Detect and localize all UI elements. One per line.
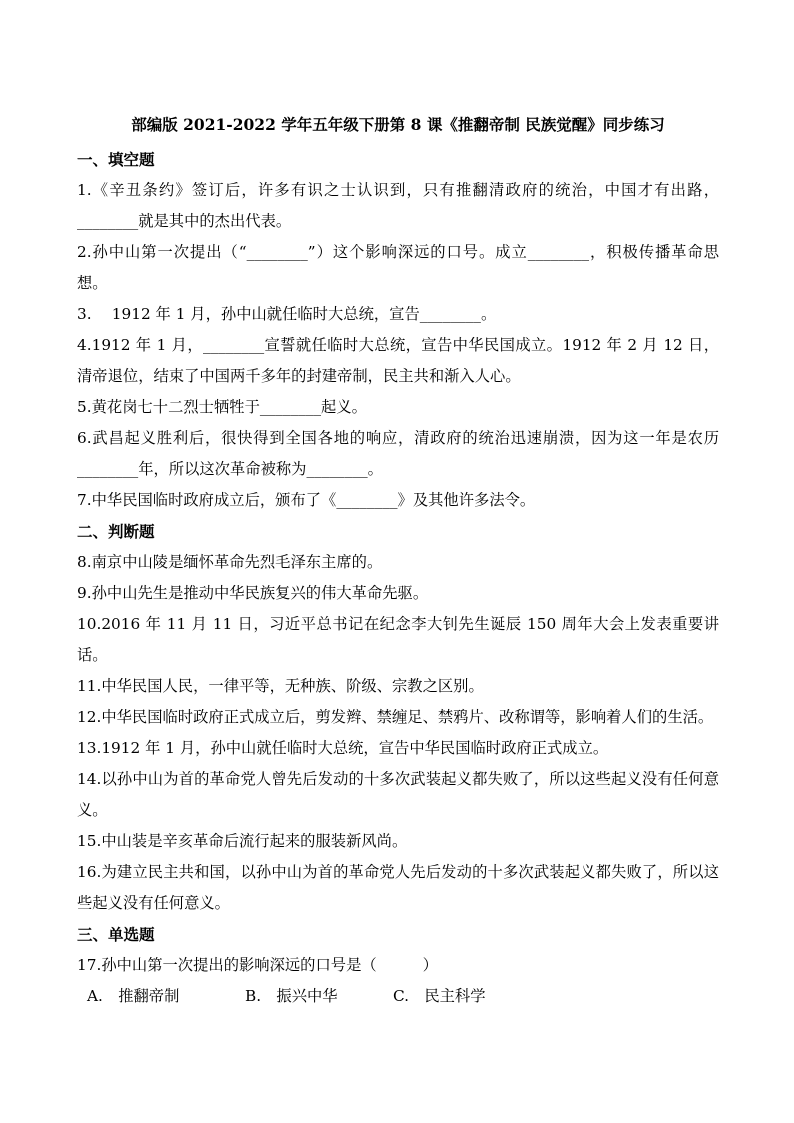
question-16: 16.为建立民主共和国，以孙中山为首的革命党人先后发动的十多次武装起义都失败了，所以这些起义没有任何意义。 (77, 863, 719, 912)
section-heading-single-choice: 三、单选题 (77, 925, 155, 944)
question-17-options (77, 981, 719, 1012)
question-13: 13.1912 年 1 月，孙中山就任临时大总统，宣告中华民国临时政府正式成立。 (77, 739, 609, 757)
question-2: 2.孙中山第一次提出（“________”）这个影响深远的口号。成立________，积极传播革命思想。 (77, 243, 719, 292)
question-15: 15.中山装是辛亥革命后流行起来的服装新风尚。 (77, 832, 408, 850)
question-3: 3. 1912 年 1 月，孙中山就任临时大总统，宣告________。 (77, 305, 497, 323)
question-7: 7.中华民国临时政府成立后，颁布了《________》及其他许多法令。 (77, 491, 536, 509)
question-14: 14.以孙中山为首的革命党人曾先后发动的十多次武装起义都失败了，所以这些起义没有任何意义。 (77, 770, 719, 819)
option-a[interactable]: A. 推翻帝制 (87, 987, 180, 1005)
question-6: 6.武昌起义胜利后，很快得到全国各地的响应，清政府的统治迅速崩溃，因为这一年是农历________年，所以这次革命被称为________。 (77, 429, 719, 478)
question-17: 17.孙中山第一次提出的影响深远的口号是（ ） (77, 956, 438, 974)
option-c[interactable]: C. 民主科学 (393, 987, 486, 1005)
question-9: 9.孙中山先生是推动中华民族复兴的伟大革命先驱。 (77, 584, 429, 602)
question-11: 11.中华民国人民，一律平等，无种族、阶级、宗教之区别。 (77, 677, 484, 695)
question-10: 10.2016 年 11 月 11 日，习近平总书记在纪念李大钊先生诞辰 150 周年大会上发表重要讲话。 (77, 615, 719, 664)
section-heading-fill-blank: 一、填空题 (77, 150, 155, 169)
page-title: 部编版 2021-2022 学年五年级下册第 8 课《推翻帝制 民族觉醒》同步练习 (131, 115, 665, 134)
option-b[interactable]: B. 振兴中华 (245, 987, 338, 1005)
question-8: 8.南京中山陵是缅怀革命先烈毛泽东主席的。 (77, 553, 383, 571)
question-1: 1.《辛丑条约》签订后，许多有识之士认识到，只有推翻清政府的统治，中国才有出路，________就是其中的杰出代表。 (77, 181, 719, 230)
worksheet-page (77, 112, 719, 1012)
question-4: 4.1912 年 1 月，________宣誓就任临时大总统，宣告中华民国成立。1912 年 2 月 12 日，清帝退位，结束了中国两千多年的封建帝制，民主共和渐入人心。 (77, 336, 719, 385)
section-heading-true-false: 二、判断题 (77, 522, 155, 541)
question-12: 12.中华民国临时政府正式成立后，剪发辫、禁缠足、禁鸦片、改称谓等，影响着人们的生活。 (77, 708, 714, 726)
question-5: 5.黄花岗七十二烈士牺牲于________起义。 (77, 398, 367, 416)
